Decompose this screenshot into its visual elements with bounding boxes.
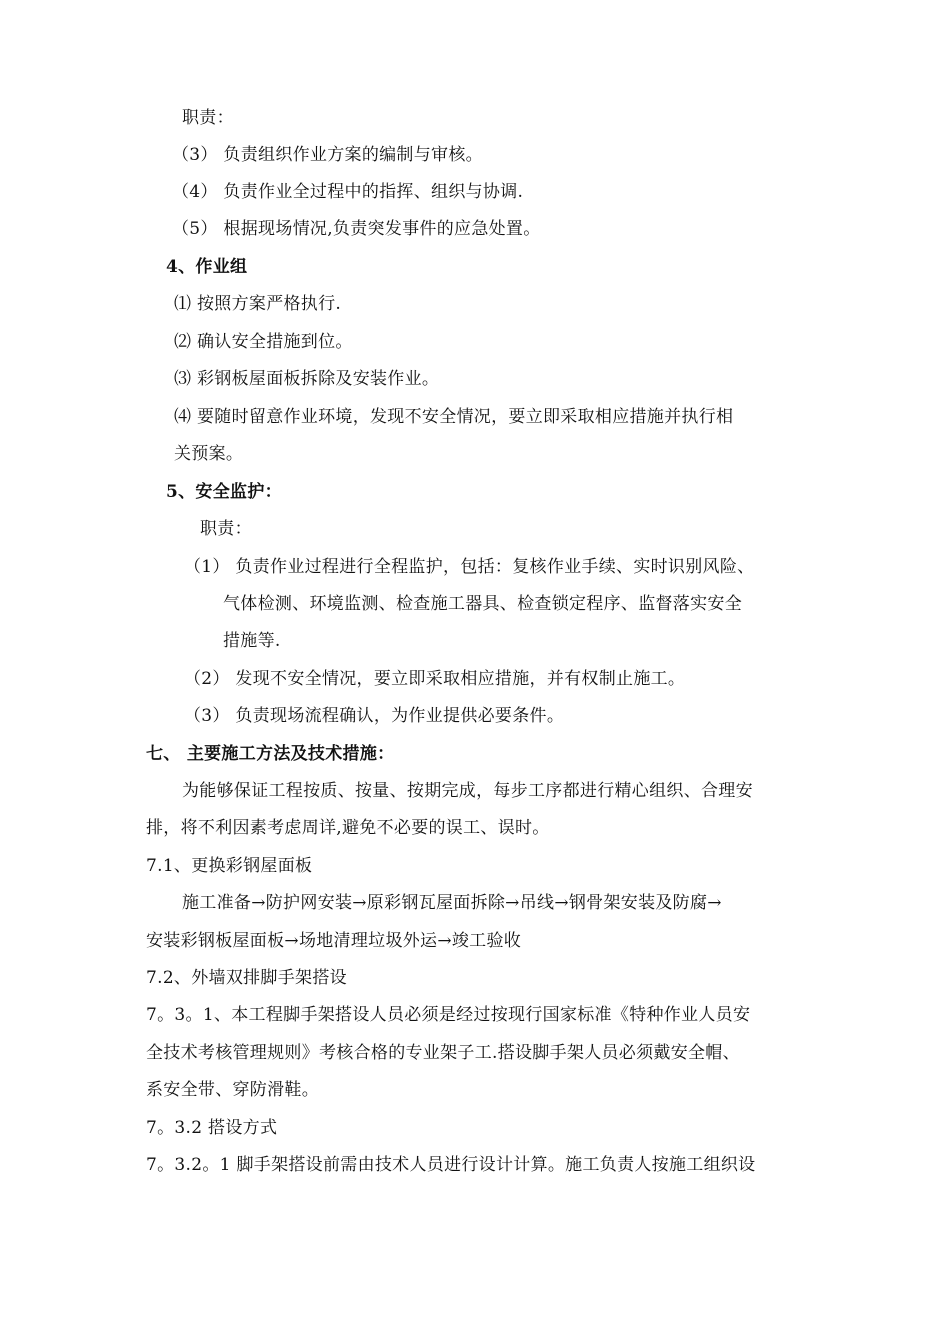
text-line: 气体检测、环境监测、检查施工器具、检查锁定程序、监督落实安全 [223,594,742,614]
text-line: ⑵ 确认安全措施到位。 [174,332,353,352]
text-line: （3） 负责现场流程确认，为作业提供必要条件。 [184,706,565,726]
text-line: ⑶ 彩钢板屋面板拆除及安装作业。 [174,369,440,389]
text-line: 职责： [182,108,234,128]
text-line: 7。3.2。1 脚手架搭设前需由技术人员进行设计计算。施工负责人按施工组织设 [146,1155,756,1175]
text-line: 职责： [200,519,252,539]
text-line: 7。3。1、本工程脚手架搭设人员必须是经过按现行国家标准《特种作业人员安 [146,1005,751,1025]
text-line: ⑴ 按照方案严格执行. [174,294,342,314]
subsection-heading: 7。3.2 搭设方式 [146,1118,278,1138]
text-line: 全技术考核管理规则》考核合格的专业架子工.搭设脚手架人员必须戴安全帽、 [146,1043,740,1063]
section-heading: 4、作业组 [166,257,248,277]
chapter-heading: 七、 主要施工方法及技术措施： [146,744,395,764]
text-line: （2） 发现不安全情况，要立即采取相应措施，并有权制止施工。 [184,669,686,689]
subsection-heading: 7.1、更换彩钢屋面板 [146,856,313,876]
text-line: 关预案。 [174,444,244,464]
text-line: ⑷ 要随时留意作业环境，发现不安全情况，要立即采取相应措施并执行相 [174,407,734,427]
text-line: 措施等. [223,631,281,651]
text-line: 系安全带、穿防滑鞋。 [146,1080,319,1100]
subsection-heading: 7.2、外墙双排脚手架搭设 [146,968,347,988]
text-line: （4） 负责作业全过程中的指挥、组织与协调. [172,182,524,202]
text-line: 施工准备→防护网安装→原彩钢瓦屋面拆除→吊线→钢骨架安装及防腐→ [182,893,722,913]
text-line: 排，将不利因素考虑周详,避免不必要的误工、误时。 [146,818,550,838]
section-heading: 5、安全监护： [166,482,282,502]
text-line: （3） 负责组织作业方案的编制与审核。 [172,145,483,165]
text-line: （5） 根据现场情况,负责突发事件的应急处置。 [172,219,541,239]
text-line: （1） 负责作业过程进行全程监护，包括：复核作业手续、实时识别风险、 [184,557,755,577]
text-line: 为能够保证工程按质、按量、按期完成，每步工序都进行精心组织、合理安 [182,781,753,801]
text-line: 安装彩钢板屋面板→场地清理垃圾外运→竣工验收 [146,931,522,951]
